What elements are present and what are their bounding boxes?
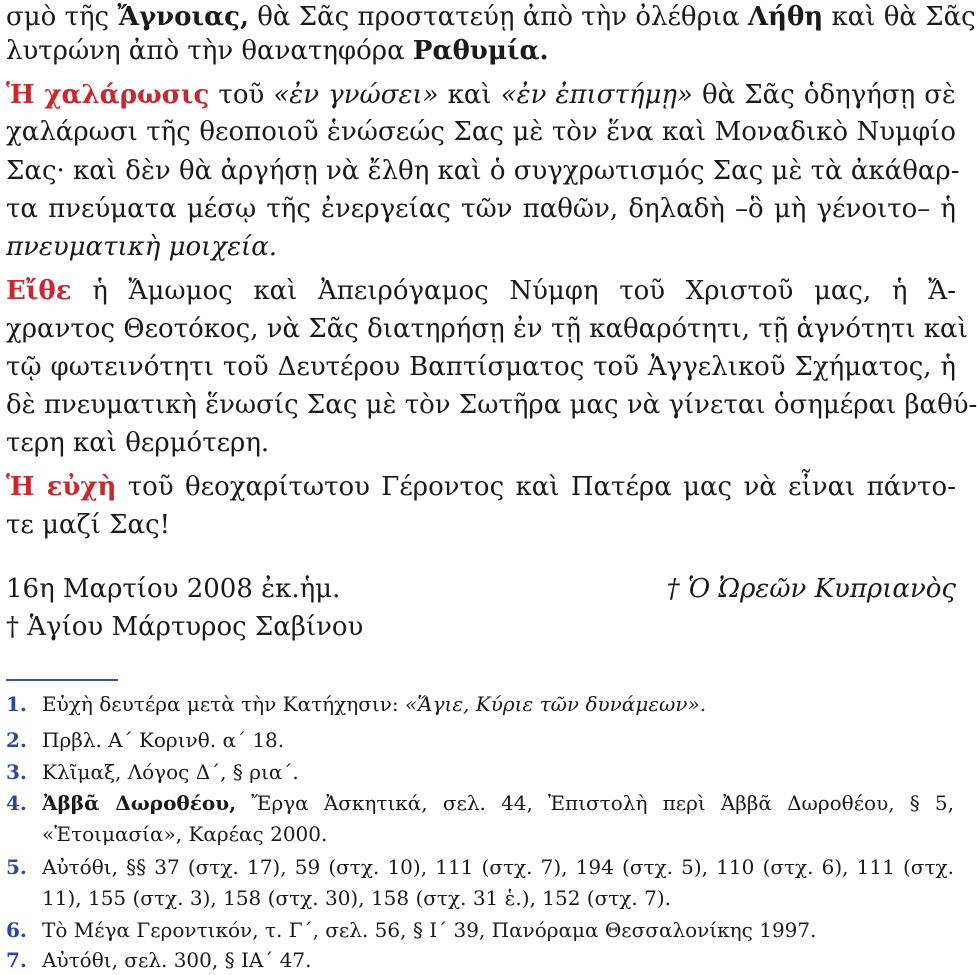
closing-feast: † Ἁγίου Μάρτυρος Σαβίνου xyxy=(6,612,364,642)
footnote-5-cont: 11), 155 (στχ. 3), 158 (στχ. 30), 158 (στχ. 31 ἑ.), 152 (στχ. 7). xyxy=(42,886,672,910)
emphasis-prayer: Ἡ εὐχὴ xyxy=(6,472,117,502)
body-line-2: λυτρώνη ἀπὸ τὴν θανατηφόρα Ραθυμία. xyxy=(6,36,549,66)
closing-date: 16η Μαρτίου 2008 ἐκ.ἡμ. xyxy=(6,574,341,604)
body-line-14: τε μαζί Σας! xyxy=(6,510,171,540)
body-line-9: χραντος Θεοτόκος, νὰ Σᾶς διατηρήσῃ ἐν τῇ καθαρότητι, τῇ ἁγνότητι καὶ xyxy=(6,314,968,344)
emphasis-would-that: Εἴθε xyxy=(6,276,72,306)
body-line-6: τα πνεύματα μέσῳ τῆς ἐνεργείας τῶν παθῶν, δηλαδὴ –ὃ μὴ γένοιτο– ἡ xyxy=(6,194,956,224)
body-line-13: Ἡ εὐχὴ τοῦ θεοχαρίτωτου Γέροντος καὶ Πατέρα μας νὰ εἶναι πάντο- xyxy=(6,472,956,502)
body-line-8: Εἴθε ἡ Ἄμωμος καὶ Ἀπειρόγαμος Νύμφη τοῦ Χριστοῦ μας, ἡ Ἄ- xyxy=(6,276,956,306)
body-line-7: πνευματικὴ μοιχεία. xyxy=(6,232,278,262)
footnote-4: 4. Ἀββᾶ Δωροθέου, Ἔργα Ἀσκητικά, σελ. 44, Ἐπιστολὴ περὶ Ἀββᾶ Δωροθέου, § 5, xyxy=(6,791,955,815)
footnote-5: 5. Αὐτόθι, §§ 37 (στχ. 17), 59 (στχ. 10), 111 (στχ. 7), 194 (στχ. 5), 110 (στχ. 6), 111 (στχ. xyxy=(6,855,954,879)
footnote-1: 1. Εὐχὴ δευτέρα μετὰ τὴν Κατήχησιν: «Ἅγιε, Κύριε τῶν δυνάμεων». xyxy=(6,692,707,716)
body-line-3: Ἡ χαλάρωσις τοῦ «ἐν γνώσει» καὶ «ἐν ἐπιστήμῃ» θὰ Σᾶς ὁδηγήσῃ σὲ xyxy=(6,80,957,110)
body-line-5: Σας· καὶ δὲν θὰ ἀργήσῃ νὰ ἔλθη καὶ ὁ συγχρωτισμός Σας μὲ τὰ ἀκάθαρ- xyxy=(6,156,960,186)
body-line-10: τῷ φωτεινότητι τοῦ Δευτέρου Βαπτίσματος τοῦ Ἀγγελικοῦ Σχήματος, ἡ xyxy=(6,352,956,382)
body-line-1: σμὸ τῆς Ἄγνοιας, θὰ Σᾶς προστατεύῃ ἀπὸ τὴν ὀλέθρια Λήθη καὶ θὰ Σᾶς xyxy=(6,2,976,32)
footnote-6: 6. Τὸ Μέγα Γεροντικόν, τ. Γ΄, σελ. 56, § Ι΄ 39, Πανόραμα Θεσσαλονίκης 1997. xyxy=(6,918,817,942)
body-line-11: δὲ πνευματικὴ ἕνωσίς Σας μὲ τὸν Σωτῆρα μας νὰ γίνεται ὁσημέραι βαθύ- xyxy=(6,390,977,420)
footnote-2: 2. Πρβλ. Α΄ Κορινθ. α΄ 18. xyxy=(6,728,285,752)
footnote-7: 7. Αὐτόθι, σελ. 300, § ΙΑ΄ 47. xyxy=(6,948,312,972)
body-line-12: τερη καὶ θερμότερη. xyxy=(6,428,270,458)
emphasis-relaxation: Ἡ χαλάρωσις xyxy=(6,80,210,110)
footnote-3: 3. Κλῖμαξ, Λόγος Δ΄, § ρια΄. xyxy=(6,760,299,784)
body-line-4: χαλάρωσι τῆς θεοποιοῦ ἑνώσεώς Σας μὲ τὸν ἕνα καὶ Μοναδικὸ Νυμφίο xyxy=(6,117,956,147)
signature: † Ὁ Ὠρεῶν Κυπριανὸς xyxy=(666,574,956,604)
footnote-4-cont: «Ἑτοιμασία», Καρέας 2000. xyxy=(42,822,328,846)
footnote-divider xyxy=(6,679,118,681)
